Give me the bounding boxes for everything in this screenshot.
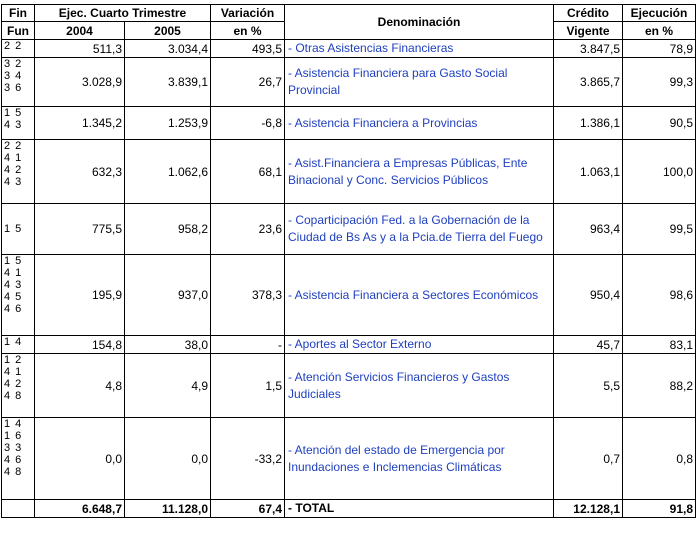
variacion-value: 23,6 — [211, 204, 285, 255]
variacion-value: 378,3 — [211, 255, 285, 336]
ejecucion-value: 0,8 — [623, 418, 696, 500]
total-2005: 11.128,0 — [125, 500, 211, 518]
value-2005: 1.062,6 — [125, 140, 211, 204]
total-label: - TOTAL — [285, 500, 554, 518]
variacion-value: 493,5 — [211, 40, 285, 58]
total-ejecucion: 91,8 — [623, 500, 696, 518]
value-2004: 0,0 — [35, 418, 125, 500]
ejecucion-value: 99,3 — [623, 58, 696, 107]
fin-fun-codes: 1 4 — [2, 336, 35, 354]
denominacion-text: - Atención del estado de Emergencia por Inundaciones e Inclemencias Climáticas — [285, 418, 554, 500]
table-row — [2, 354, 696, 418]
header-fun: Fun — [2, 22, 35, 40]
total-row — [2, 500, 696, 518]
variacion-value: 26,7 — [211, 58, 285, 107]
denominacion-text: - Asistencia Financiera a Provincias — [285, 107, 554, 140]
value-2004: 1.345,2 — [35, 107, 125, 140]
header-2005: 2005 — [125, 22, 211, 40]
variacion-value: - — [211, 336, 285, 354]
value-2004: 195,9 — [35, 255, 125, 336]
ejecucion-value: 78,9 — [623, 40, 696, 58]
credito-value: 1.386,1 — [554, 107, 623, 140]
header-fin: Fin — [2, 5, 35, 22]
value-2005: 3.839,1 — [125, 58, 211, 107]
header-ejec-trimestre: Ejec. Cuarto Trimestre — [35, 5, 211, 22]
credito-value: 963,4 — [554, 204, 623, 255]
value-2004: 154,8 — [35, 336, 125, 354]
denominacion-text: - Asistencia Financiera para Gasto Social Provincial — [285, 58, 554, 107]
ejecucion-value: 99,5 — [623, 204, 696, 255]
table-row — [2, 418, 696, 500]
variacion-value: 68,1 — [211, 140, 285, 204]
value-2005: 38,0 — [125, 336, 211, 354]
total-2004: 6.648,7 — [35, 500, 125, 518]
denominacion-text: - Atención Servicios Financieros y Gastos Judiciales — [285, 354, 554, 418]
table-row — [2, 40, 696, 58]
table-row — [2, 58, 696, 107]
denominacion-text: - Aportes al Sector Externo — [285, 336, 554, 354]
denominacion-text: - Otras Asistencias Financieras — [285, 40, 554, 58]
fin-fun-codes: 1 4 1 6 3 3 4 6 4 8 — [2, 418, 35, 500]
credito-value: 1.063,1 — [554, 140, 623, 204]
header-row-1 — [2, 5, 696, 22]
header-2004: 2004 — [35, 22, 125, 40]
header-variacion-unit: en % — [211, 22, 285, 40]
ejecucion-value: 100,0 — [623, 140, 696, 204]
header-denominacion: Denominación — [285, 5, 554, 40]
denominacion-text: - Asist.Financiera a Empresas Públicas, Ente Binacional y Conc. Servicios Públicos — [285, 140, 554, 204]
header-variacion: Variación — [211, 5, 285, 22]
denominacion-text: - Asistencia Financiera a Sectores Económicos — [285, 255, 554, 336]
header-ejecucion-unit: en % — [623, 22, 696, 40]
header-credito-vigente: Vigente — [554, 22, 623, 40]
fin-fun-codes: 1 5 — [2, 204, 35, 255]
table-row — [2, 336, 696, 354]
ejecucion-value: 98,6 — [623, 255, 696, 336]
table-row — [2, 107, 696, 140]
value-2005: 937,0 — [125, 255, 211, 336]
credito-value: 45,7 — [554, 336, 623, 354]
table-row — [2, 140, 696, 204]
fin-fun-codes: 2 2 4 1 4 2 4 3 — [2, 140, 35, 204]
variacion-value: 1,5 — [211, 354, 285, 418]
value-2005: 3.034,4 — [125, 40, 211, 58]
value-2004: 3.028,9 — [35, 58, 125, 107]
credito-value: 3.865,7 — [554, 58, 623, 107]
value-2004: 632,3 — [35, 140, 125, 204]
credito-value: 950,4 — [554, 255, 623, 336]
fin-fun-codes-empty — [2, 500, 35, 518]
budget-table — [1, 4, 696, 518]
variacion-value: -6,8 — [211, 107, 285, 140]
table-row — [2, 255, 696, 336]
value-2004: 511,3 — [35, 40, 125, 58]
fin-fun-codes: 2 2 — [2, 40, 35, 58]
value-2005: 4,9 — [125, 354, 211, 418]
fin-fun-codes: 1 5 4 3 — [2, 107, 35, 140]
value-2004: 775,5 — [35, 204, 125, 255]
value-2005: 0,0 — [125, 418, 211, 500]
ejecucion-value: 88,2 — [623, 354, 696, 418]
value-2004: 4,8 — [35, 354, 125, 418]
header-credito: Crédito — [554, 5, 623, 22]
credito-value: 5,5 — [554, 354, 623, 418]
value-2005: 958,2 — [125, 204, 211, 255]
fin-fun-codes: 1 2 4 1 4 2 4 8 — [2, 354, 35, 418]
fin-fun-codes: 3 2 3 4 3 6 — [2, 58, 35, 107]
denominacion-text: - Coparticipación Fed. a la Gobernación de la Ciudad de Bs As y a la Pcia.de Tierra del Fuego — [285, 204, 554, 255]
ejecucion-value: 90,5 — [623, 107, 696, 140]
total-variacion: 67,4 — [211, 500, 285, 518]
value-2005: 1.253,9 — [125, 107, 211, 140]
table-row — [2, 204, 696, 255]
header-ejecucion: Ejecución — [623, 5, 696, 22]
credito-value: 3.847,5 — [554, 40, 623, 58]
credito-value: 0,7 — [554, 418, 623, 500]
fin-fun-codes: 1 5 4 1 4 3 4 5 4 6 — [2, 255, 35, 336]
variacion-value: -33,2 — [211, 418, 285, 500]
total-credito: 12.128,1 — [554, 500, 623, 518]
ejecucion-value: 83,1 — [623, 336, 696, 354]
